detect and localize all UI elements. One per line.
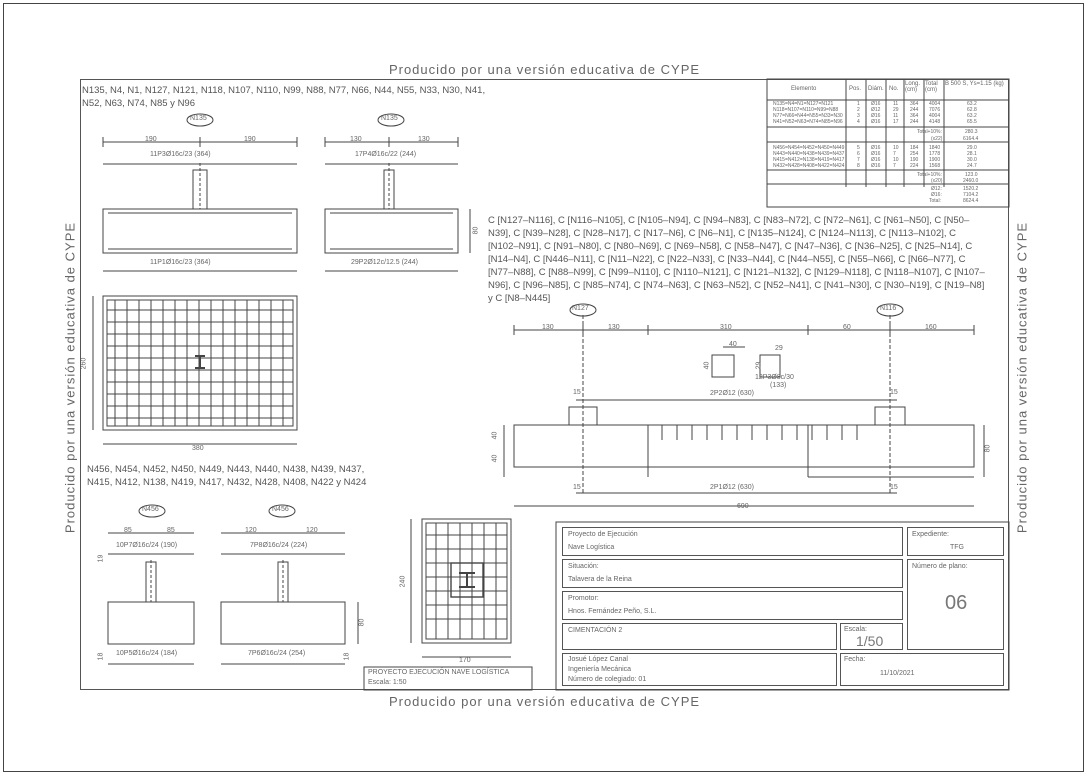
b2-r2-total: 1778	[929, 151, 941, 157]
b2-r1-kg: 29.0	[967, 145, 977, 151]
f2p-height: 240	[399, 575, 407, 588]
b1-r4-kg: 65.5	[967, 119, 977, 125]
b2-r4-el: N432=N428=N408=N422=N424	[773, 163, 845, 169]
tb-plano-value: 06	[945, 592, 968, 614]
b1-r4-pos: 4	[857, 119, 860, 125]
b2-r1-no: 10	[893, 145, 899, 151]
b1-r4-long: 244	[910, 119, 919, 125]
tb-situacion-box	[562, 559, 903, 588]
b2-r4-long: 224	[910, 163, 919, 169]
beams-list: C [N127–N116], C [N116–N105], C [N105–N94], C [N94–N83], C [N83–N72], C [N72–N61], C [N61–N50], C [N50–N39], C [N39–N28], C [N28–N17], C [N17–N6], C [N6–N1], C [N135–N124], C [N124–N113], C [N113–N102], C [N102–N91], C [N91–N80], C [N80–N69], C [N69–N58], C [N58–N47], C [N47–N36], C [N36–N25], C [N25–N14], C [N14–N4], C [N446–N11], C [N11–N22], C [N22–N33], C [N33–N44], C [N44–N55], C [N55–N66], C [N66–N77], C [N77–N88], C [N88–N99], C [N99–N110], C [N110–N121], C [N121–N132], C [N129–N118], C [N118–N107], C [N107–N96], C [N96–N85], C [N85–N74], C [N74–N63], C [N63–N52], C [N52–N41], C [N41–N30], C [N30–N19], C [N19–N8] y C [N8–N445]	[488, 215, 985, 304]
f2p-width: 170	[459, 657, 471, 664]
tb-project-label: Proyecto de Ejecución	[568, 531, 638, 538]
beam-mark-d: 15	[890, 484, 898, 491]
f2s-bottom-bars: 7P6Ø16c/24 (254)	[248, 650, 306, 657]
beam-dim-3: 310	[720, 324, 732, 331]
f2-dim-left: 85	[124, 527, 132, 534]
b1-r3-long: 364	[910, 113, 919, 119]
sum-d16-label: Ø16:	[931, 192, 942, 198]
sum-d12: 1520.2	[963, 186, 979, 192]
f2-h1: 19	[97, 554, 105, 563]
beam-h-left: 40	[491, 431, 499, 440]
tb-author: Josué López Canal	[568, 656, 628, 663]
b1-r3-el: N77=N66=N44=N55=N33=N30	[773, 113, 843, 119]
b1-r2-long: 244	[910, 107, 919, 113]
f2-top-bars: 10P7Ø16c/24 (190)	[116, 542, 178, 549]
th-diam: Diám.	[868, 86, 884, 92]
b2-r4-total: 1568	[929, 163, 941, 169]
f2s-h2: 18	[343, 652, 351, 661]
th-long: Long. (cm)	[905, 81, 921, 93]
f1s-dim-left: 130	[350, 136, 362, 143]
f1s-bottom-bars: 29P2Ø12c/12.5 (244)	[351, 259, 418, 266]
b1-r3-no: 11	[893, 113, 899, 119]
beam-sec3: 29	[755, 361, 763, 370]
tb-plano-label: Número de plano:	[912, 563, 968, 570]
b1-r1-pos: 1	[857, 101, 860, 107]
b2-total-label: Total+10%:	[917, 172, 942, 178]
b2-r2-long: 254	[910, 151, 919, 157]
tb-expediente-value: TFG	[950, 544, 964, 551]
tb-escala-label: Escala:	[844, 626, 867, 633]
f2-node-label: N456	[142, 506, 159, 513]
footing2-side-elevation	[221, 533, 358, 664]
beam-bottom-bar: 2P1Ø12 (630)	[710, 484, 754, 491]
tb-promotor-value: Hnos. Fernández Peño, S.L.	[568, 608, 657, 615]
beam-mark-a: 15	[573, 389, 581, 396]
beam-stirrups: 12P3Ø8c/30	[755, 374, 794, 381]
b1-r1-kg: 63.2	[967, 101, 977, 107]
th-total: Total (cm)	[925, 81, 938, 93]
beam-node-left: N127	[572, 305, 589, 312]
f2-dim-right: 85	[167, 527, 175, 534]
tb-situacion-value: Talavera de la Reina	[568, 576, 632, 583]
th-no: No.	[889, 86, 899, 92]
f1-top-bars: 11P3Ø16c/23 (364)	[150, 151, 211, 158]
b1-r2-kg: 62.8	[967, 107, 977, 113]
b2-r2-diam: Ø16	[871, 151, 881, 157]
group2-nodes: N456, N454, N452, N450, N449, N443, N440, N438, N439, N437, N415, N412, N138, N419, N417, N432, N428, N408, N422 y N424	[87, 464, 367, 488]
b2-r2-el: N443=N440=N438=N439=N437	[773, 151, 845, 157]
f2s-node-label: N456	[272, 506, 289, 513]
f2-bottom-bars: 10P5Ø16c/24 (184)	[116, 650, 178, 657]
b1-r3-diam: Ø16	[871, 113, 881, 119]
b2-r3-long: 190	[910, 157, 919, 163]
beam-elevation	[504, 315, 984, 506]
f2s-dim-right: 120	[306, 527, 318, 534]
f1-dim-left: 190	[145, 136, 157, 143]
b1-r2-total: 7076	[929, 107, 941, 113]
tb-project-value: Nave Logística	[568, 544, 615, 551]
footing2-plan	[411, 519, 511, 657]
b1-r1-diam: Ø16	[871, 101, 881, 107]
f2s-dim-left: 120	[245, 527, 257, 534]
beam-sec-height: 40	[703, 361, 711, 370]
beam-total: 690	[737, 503, 749, 510]
b2-total: 123.0	[965, 172, 978, 178]
tb-promotor-label: Promotor:	[568, 595, 599, 602]
tb-expediente-label: Expediente:	[912, 531, 949, 538]
beam-stirrups-len: (133)	[770, 382, 787, 389]
b2-r3-kg: 30.0	[967, 157, 977, 163]
b2-r3-pos: 7	[857, 157, 860, 163]
tb-drawing-title: CIMENTACIÓN 2	[568, 627, 623, 634]
th-element: Elemento	[791, 86, 817, 92]
b2-r3-el: N415=N412=N138=N419=N417	[773, 157, 845, 163]
b2-r2-kg: 28.1	[967, 151, 977, 157]
b2-mult: 2460.0	[963, 178, 979, 184]
b2-r4-kg: 24.7	[967, 163, 977, 169]
watermark-right: Producido por una versión educativa de CYPE	[1014, 221, 1030, 534]
b2-r2-pos: 6	[857, 151, 860, 157]
steel-table	[767, 79, 1009, 207]
b2-r3-total: 1900	[929, 157, 941, 163]
b2-r4-diam: Ø16	[871, 163, 881, 169]
b1-r1-total: 4004	[929, 101, 941, 107]
b1-r4-total: 4148	[929, 119, 941, 125]
th-weight: B 500 S, Ys=1.15 (kg)	[945, 81, 1004, 87]
footing2-elevation	[108, 533, 194, 664]
beam-node-right: N116	[880, 305, 897, 312]
b2-r1-long: 184	[910, 145, 919, 151]
beam-h-mid: 40	[491, 454, 499, 463]
sum-d12-label: Ø12:	[931, 186, 942, 192]
b2-r4-no: 7	[893, 163, 896, 169]
b1-total-label: Total+10%:	[917, 129, 942, 135]
beam-top-bar: 2P2Ø12 (630)	[710, 390, 754, 397]
beam-sec-width: 40	[729, 341, 737, 348]
b1-total: 280.3	[965, 129, 978, 135]
beam-h-right: 80	[984, 444, 992, 453]
beam-dim-4: 60	[843, 324, 851, 331]
f1s-top-bars: 17P4Ø16c/22 (244)	[355, 151, 417, 158]
beam-dim-2: 130	[608, 324, 620, 331]
beam-dim-5: 160	[925, 324, 937, 331]
b2-r2-no: 7	[893, 151, 896, 157]
tb-fecha-label: Fecha:	[844, 656, 866, 663]
tb-author-num: Número de colegiado: 01	[568, 676, 647, 683]
b1-r3-kg: 63.2	[967, 113, 977, 119]
f1-bottom-bars: 11P1Ø16c/23 (364)	[150, 259, 211, 266]
b1-r1-no: 11	[893, 101, 899, 107]
th-pos: Pos.	[849, 86, 862, 92]
watermark-bottom: Producido por una versión educativa de CYPE	[388, 694, 701, 709]
b2-mult-label: (x20)	[931, 178, 943, 184]
tb-promotor-box	[562, 591, 903, 620]
f2-h2: 18	[97, 652, 105, 661]
sum-total: 8624.4	[963, 198, 979, 204]
b2-r3-no: 10	[893, 157, 899, 163]
b2-r1-diam: Ø16	[871, 145, 881, 151]
beam-dim-1: 130	[542, 324, 554, 331]
watermark-top: Producido por una versión educativa de CYPE	[388, 62, 701, 77]
b1-r4-el: N41=N52=N63=N74=N85=N96	[773, 119, 843, 125]
f2s-height: 80	[358, 618, 366, 627]
sum-total-label: Total:	[929, 198, 941, 204]
b1-r2-no: 29	[893, 107, 899, 113]
b2-r4-pos: 8	[857, 163, 860, 169]
small-title-line2: Escala: 1:50	[368, 679, 407, 686]
beam-mark-b: 15	[890, 389, 898, 396]
b1-r3-pos: 3	[857, 113, 860, 119]
b1-r4-diam: Ø16	[871, 119, 881, 125]
f1-node-label: N135	[190, 115, 207, 122]
b1-mult-label: (x22)	[931, 136, 943, 142]
f1s-node-label: N135	[381, 115, 398, 122]
b1-r3-total: 4004	[929, 113, 941, 119]
b2-r1-pos: 5	[857, 145, 860, 151]
f1s-dim-right: 130	[418, 136, 430, 143]
beam-sec2: 29	[775, 345, 783, 352]
b1-r2-el: N118=N107=N110=N99=N88	[773, 107, 839, 113]
b1-r2-pos: 2	[857, 107, 860, 113]
b2-r1-el: N456=N454=N452=N450=N449	[773, 145, 845, 151]
b2-r3-diam: Ø16	[871, 157, 881, 163]
footing1-plan	[93, 296, 297, 444]
b1-r2-diam: Ø12	[871, 107, 881, 113]
small-title-line1: PROYECTO EJECUCIÓN NAVE LOGÍSTICA	[368, 669, 510, 676]
f1s-height: 80	[472, 226, 480, 235]
b1-r1-el: N135=N4=N1=N127=N121	[773, 101, 834, 107]
tb-fecha-value: 11/10/2021	[880, 670, 915, 677]
group1-nodes: N135, N4, N1, N127, N121, N118, N107, N110, N99, N88, N77, N66, N44, N55, N33, N30, N41, N52, N63, N74, N85 y N96	[82, 85, 486, 109]
b1-r4-no: 17	[893, 119, 899, 125]
f1-dim-right: 190	[244, 136, 256, 143]
tb-situacion-label: Situación:	[568, 563, 599, 570]
b1-r1-long: 364	[910, 101, 919, 107]
sum-d16: 7104.2	[963, 192, 979, 198]
f2s-top-bars: 7P8Ø16c/24 (224)	[250, 542, 308, 549]
b1-mult: 6164.4	[963, 136, 979, 142]
beam-mark-c: 15	[573, 484, 581, 491]
tb-author-role: Ingeniería Mecánica	[568, 666, 632, 673]
watermark-left: Producido por una versión educativa de CYPE	[62, 221, 78, 534]
f1-plan-width: 380	[192, 445, 204, 452]
tb-escala-value: 1/50	[856, 633, 884, 649]
b2-r1-total: 1840	[929, 145, 941, 151]
f1-plan-height: 260	[80, 357, 88, 370]
